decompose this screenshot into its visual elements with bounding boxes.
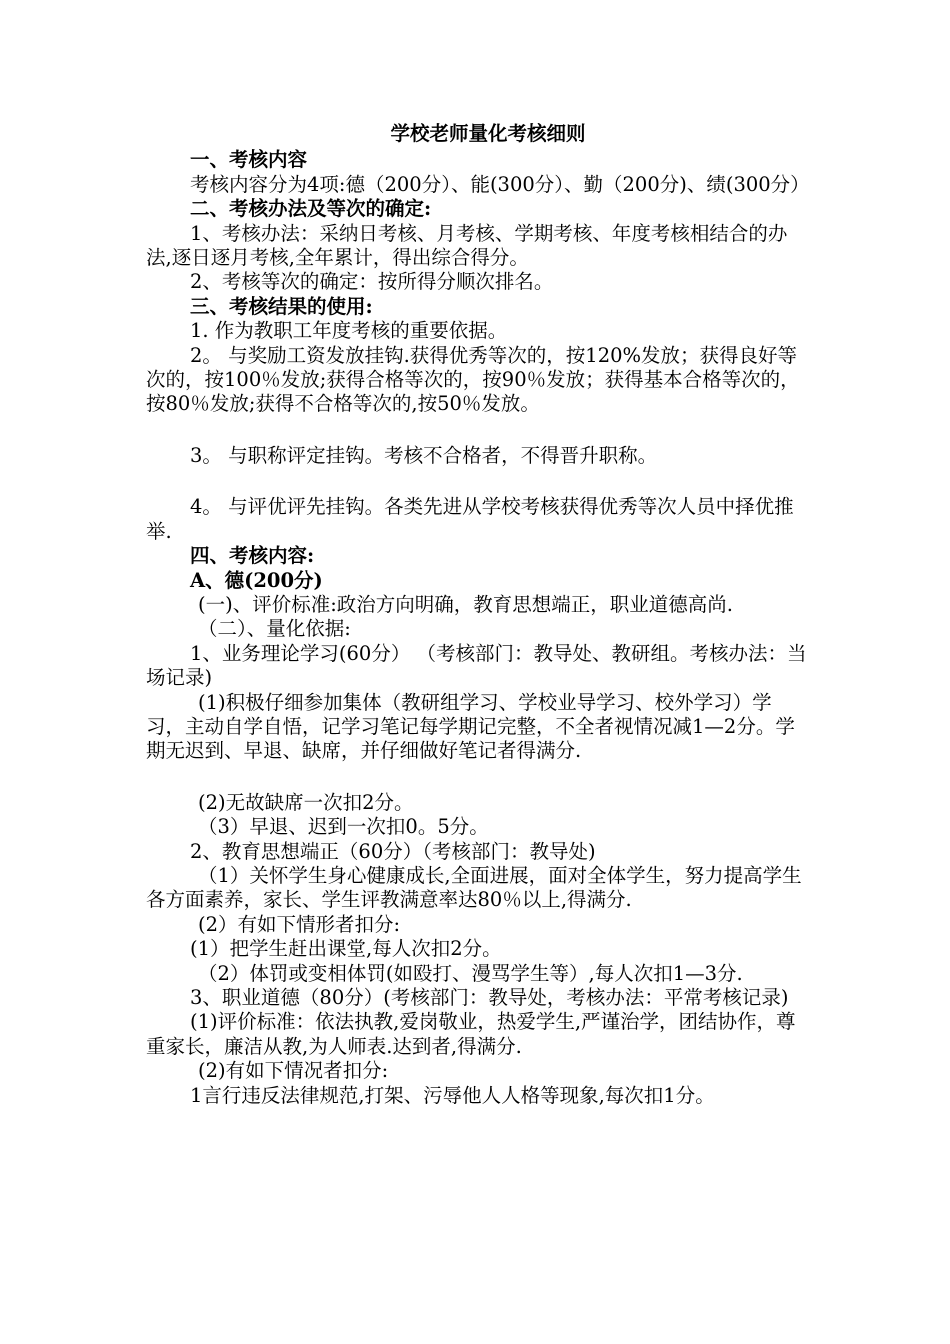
paragraph-spacer <box>146 417 810 444</box>
paragraph: 3。 与职称评定挂钩。考核不合格者，不得晋升职称。 <box>190 443 658 467</box>
paragraph: 3、职业道德（80分）(考核部门：教导处，考核办法：平常考核记录) <box>190 986 789 1009</box>
paragraph: (一)、评价标准:政治方向明确，教育思想端正，职业道德高尚. <box>198 592 733 616</box>
paragraph: 4。 与评优评先挂钩。各类先进从学校考核获得优秀等次人员中择优推举. <box>146 495 794 543</box>
paragraph: 1、考核办法：采纳日考核、月考核、学期考核、年度考核相结合的办法,逐日逐月考核,全年累计，得出综合得分。 <box>146 221 788 270</box>
document-body <box>146 148 810 1108</box>
paragraph: 1. 作为教职工年度考核的重要依据。 <box>190 319 508 343</box>
paragraph: （二）、量化依据: <box>198 617 351 641</box>
paragraph: 1、业务理论学习(60分） （考核部门：教导处、教研组。考核办法：当场记录) <box>146 641 807 690</box>
paragraph: 2。 与奖励工资发放挂钩.获得优秀等次的，按120%发放；获得良好等次的，按100％发放;获得合格等次的，按90％发放；获得基本合格等次的，按80％发放;获得不合格等次的,按50％发放。 <box>146 343 800 416</box>
section-heading: 三、考核结果的使用: <box>190 294 373 318</box>
paragraph: (1)积极仔细参加集体（教研组学习、学校业导学习、校外学习）学习，主动自学自悟，记学习笔记每学期记完整，不全者视情况减1—2分。学期无迟到、早退、缺席，并仔细做好笔记者得满分. <box>146 690 795 763</box>
paragraph: （3）早退、迟到一次扣0。5分。 <box>198 815 489 839</box>
paragraph: (1）把学生赶出课堂,每人次扣2分。 <box>190 937 502 961</box>
section-heading: 四、考核内容: <box>190 544 315 568</box>
paragraph: (2)无故缺席一次扣2分。 <box>198 790 414 814</box>
paragraph-spacer <box>146 468 810 495</box>
paragraph: （2）体罚或变相体罚(如殴打、漫骂学生等）,每人次扣1—3分. <box>198 961 743 985</box>
paragraph: 2、教育思想端正（60分）（考核部门：教导处) <box>190 839 596 863</box>
document-title: 学校老师量化考核细则 <box>390 122 586 145</box>
paragraph: 1言行违反法律规范,打架、污辱他人人格等现象,每次扣1分。 <box>190 1083 715 1107</box>
paragraph: 2、考核等次的确定：按所得分顺次排名。 <box>190 270 554 294</box>
section-heading: 二、考核办法及等次的确定: <box>190 197 432 221</box>
paragraph: (1)评价标准：依法执教,爱岗敬业，热爱学生,严谨治学，团结协作，尊重家长，廉洁从教,为人师表.达到者,得满分. <box>146 1010 796 1058</box>
paragraph-spacer <box>146 764 810 791</box>
paragraph: 考核内容分为4项:德（200分）、能(300分）、勤（200分)、绩(300分） <box>190 172 810 196</box>
section-heading: 一、考核内容 <box>190 148 308 172</box>
paragraph: (2）有如下情形者扣分: <box>198 912 401 936</box>
paragraph: （1）关怀学生身心健康成长,全面进展，面对全体学生，努力提高学生各方面素养，家长、学生评教满意率达80％以上,得满分. <box>146 863 802 912</box>
section-heading: A、德(200分) <box>190 568 323 592</box>
paragraph: (2)有如下情况者扣分: <box>198 1059 389 1083</box>
